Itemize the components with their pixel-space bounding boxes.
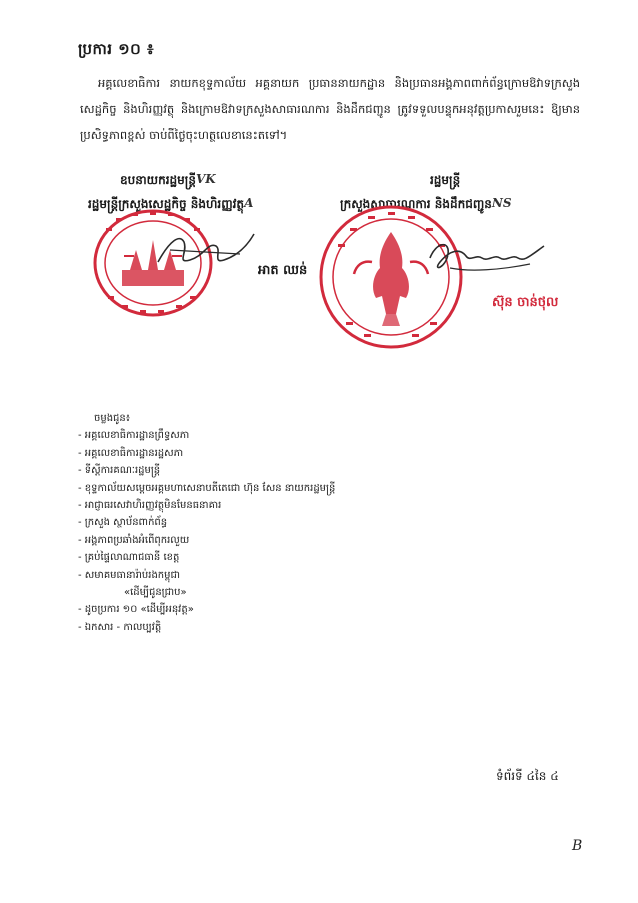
article-body	[80, 70, 580, 148]
list-item: - ខុទ្ទកាល័យសម្តេចអគ្គមហាសេនាបតីតេជោ ហ៊ុន សែន នាយករដ្ឋមន្ត្រី	[78, 482, 336, 494]
list-item: - ក្រសួង ស្ថាប័នពាក់ព័ន្ធ	[78, 517, 168, 529]
list-item: - ទីស្តីការគណៈរដ្ឋមន្ត្រី	[78, 465, 161, 477]
cc-heading: ចម្លងជូន៖	[94, 413, 131, 424]
right-handwritten-signature-icon	[420, 228, 550, 283]
list-item: - គ្រប់ផ្ទៃលាណាជធានី ខេត្ត	[78, 552, 180, 564]
list-item: - អាជ្ញាធរសេវាហិរញ្ញវត្ថុមិនមែនធនាគារ	[78, 500, 222, 512]
list-item: - អង្គភាពប្រឆាំងអំពើពុករលួយ	[78, 534, 190, 546]
list-item: - ដូចប្រការ ១០ «ដើម្បីអនុវត្ត»	[78, 604, 194, 616]
right-signer-name: ស៊ុន ចាន់ថុល	[492, 295, 559, 310]
list-item: - សមាគមធានារ៉ាប់រងកម្ពុជា	[78, 569, 181, 581]
left-signatory-title: ឧបនាយករដ្ឋមន្ត្រី VK	[120, 172, 216, 187]
right-signatory-ministry: ក្រសួងសាធារណការ និងដឹកជញ្ជូន NS	[340, 196, 512, 211]
list-item: - អគ្គលេខាធិការដ្ឋានព្រឹទ្ធសភា	[78, 430, 190, 442]
corner-initial-mark: B	[572, 838, 583, 854]
article-title: ប្រការ ១០ ៖	[78, 40, 155, 58]
right-signatory-title: រដ្ឋមន្ត្រី	[430, 173, 461, 187]
page-number: ទំព័រទី ៤នៃ ៤	[496, 769, 559, 783]
left-handwritten-signature-icon	[150, 220, 260, 275]
article-paragraph: អគ្គលេខាធិការ នាយកខុទ្ទកាល័យ អគ្គនាយក ប្រធាននាយកដ្ឋាន និងប្រធានអង្គភាពពាក់ព័ន្ធក្រោមឱវាទក្រសួងសេដ្ឋកិច្ច និងហិរញ្ញវត្ថុ និងក្រោមឱវាទក្រសួងសាធារណការ និងដឹកជញ្ជូន ត្រូវទទួលបន្ទុកអនុវត្តប្រកាសរួមនេះ ឱ្យមានប្រសិទ្ធភាពខ្ពស់ ចាប់ពីថ្ងៃចុះហត្ថលេខានេះតទៅ។	[80, 76, 580, 142]
left-signatory-ministry: រដ្ឋមន្ត្រីក្រសួងសេដ្ឋកិច្ច និងហិរញ្ញវត្ថុ A	[88, 196, 254, 211]
right-initials: NS	[491, 196, 512, 210]
cc-purpose-note: «ដើម្បីជូនជ្រាប»	[124, 587, 187, 599]
left-initials: VK	[195, 172, 216, 186]
list-item: - អគ្គលេខាធិការដ្ឋានរដ្ឋសភា	[78, 447, 184, 459]
left-mark: A	[244, 196, 254, 210]
left-signer-name: អាត ឈន់	[258, 263, 308, 278]
cc-distribution-list	[78, 410, 458, 636]
list-item: - ឯកសារ - កាលប្បវត្តិ	[78, 621, 162, 633]
cc-recipients	[78, 427, 458, 636]
